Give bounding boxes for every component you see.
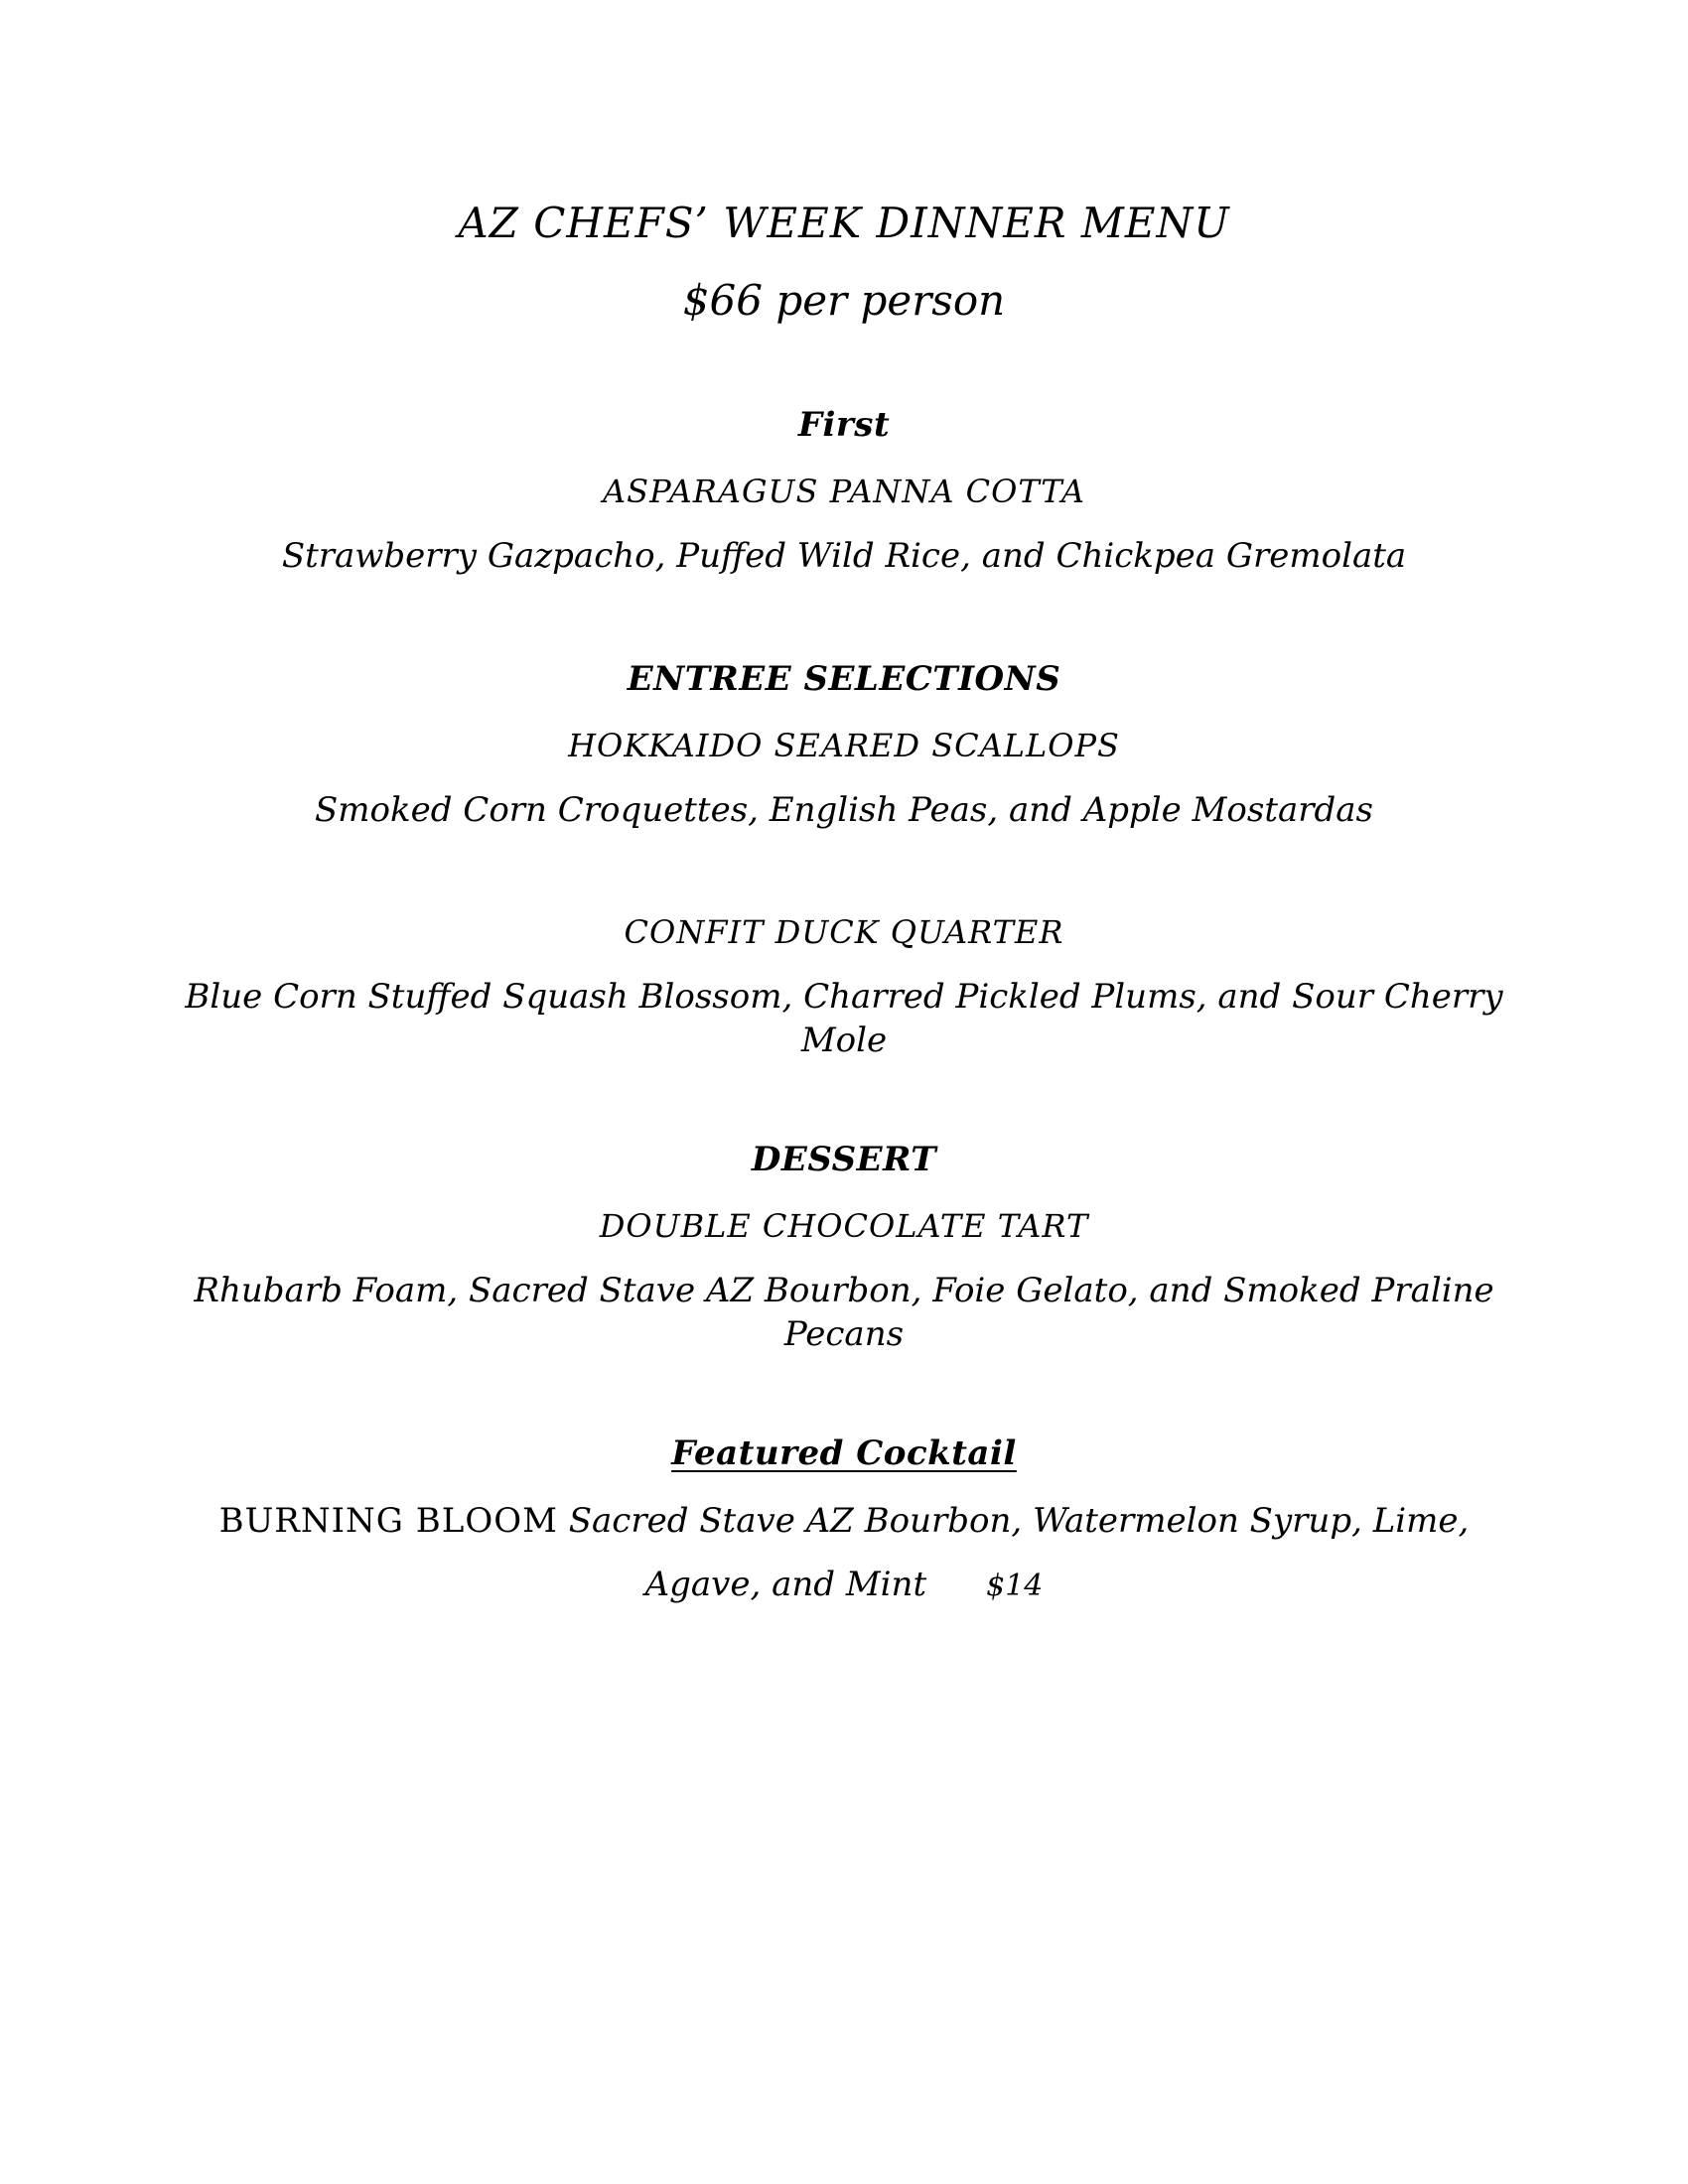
dish-description-entree-2-line-2: Mole [800,1021,888,1060]
section-heading-dessert: DESSERT [751,1140,937,1179]
dish-name-entree-1: HOKKAIDO SEARED SCALLOPS [568,727,1120,764]
dish-description-dessert-line-2: Pecans [783,1314,905,1354]
cocktail-name: BURNING BLOOM [218,1501,558,1541]
section-heading-entrees: ENTREE SELECTIONS [627,659,1061,699]
dish-description-entree-2-line-1: Blue Corn Stuffed Squash Blossom, Charred Pickled Plums, and Sour Cherry [185,977,1503,1017]
dish-name-entree-2: CONFIT DUCK QUARTER [624,913,1064,951]
dish-description-entree-1: Smoked Corn Croquettes, English Peas, and Apple Mostardas [315,790,1373,830]
dish-name-dessert: DOUBLE CHOCOLATE TART [599,1207,1089,1245]
cocktail-price: $14 [986,1569,1044,1603]
cocktail-description-2: Agave, and Mint [644,1565,927,1604]
cocktail-line-1 [0,1501,1688,1541]
dish-description-dessert-line-1: Rhubarb Foam, Sacred Stave AZ Bourbon, Foie Gelato, and Smoked Praline [194,1271,1494,1310]
cocktail-heading-text: Featured Cocktail [671,1433,1017,1473]
section-heading-first: First [797,405,891,445]
cocktail-description-1: Sacred Stave AZ Bourbon, Watermelon Syrup, Lime, [568,1501,1470,1541]
menu-title: AZ CHEFS’ WEEK DINNER MENU [458,199,1230,247]
section-heading-cocktail [0,1433,1688,1473]
menu-price: $66 per person [682,276,1006,325]
cocktail-line-2 [0,1565,1688,1604]
dish-description-first: Strawberry Gazpacho, Puffed Wild Rice, and Chickpea Gremolata [281,536,1407,576]
dish-name-first: ASPARAGUS PANNA COTTA [603,473,1085,510]
